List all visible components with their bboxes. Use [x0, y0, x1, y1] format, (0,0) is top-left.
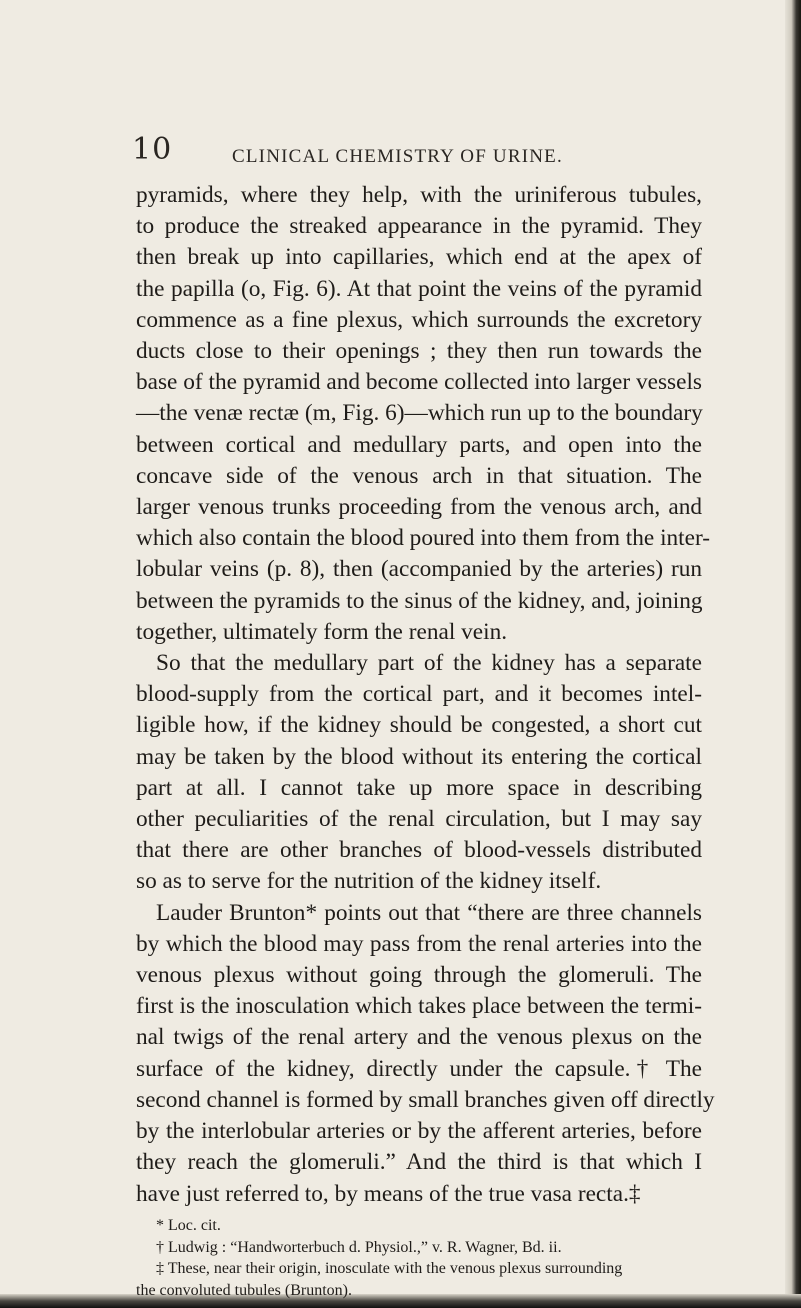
text-line: other peculiarities of the renal circulation, but I may say [136, 806, 702, 833]
text-line: nal twigs of the renal artery and the venous plexus on the [136, 1024, 702, 1051]
footnotes [136, 1215, 702, 1301]
text-line: so as to serve for the nutrition of the kidney itself. [136, 868, 602, 895]
text-line: commence as a fine plexus, which surrounds the excretory [136, 306, 702, 333]
text-line: base of the pyramid and become collected into larger vessels [136, 369, 702, 396]
text-line: —the venæ rectæ (m, Fig. 6)—which run up to the boundary [136, 400, 703, 427]
text-line: surface of the kidney, directly under the capsule.† The [136, 1055, 702, 1082]
text-line: first is the inosculation which takes place between the termi- [136, 993, 702, 1020]
text-line: concave side of the venous arch in that situation. The [136, 462, 702, 489]
text-line: larger venous trunks proceeding from the venous arch, and [136, 494, 702, 521]
text-line: by which the blood may pass from the renal arteries into the [136, 930, 702, 957]
text-line: which also contain the blood poured into them from the inter- [136, 525, 711, 552]
text-line: they reach the glomeruli.” And the third is that which I [136, 1149, 702, 1176]
text-line: to produce the streaked appearance in the pyramid. They [136, 213, 702, 240]
running-head: CLINICAL CHEMISTRY OF URINE. [232, 146, 563, 167]
text-line: So that the medullary part of the kidney has a separate [156, 650, 702, 677]
text-line: venous plexus without going through the glomeruli. The [136, 962, 702, 989]
text-line: together, ultimately form the renal vein. [136, 618, 508, 645]
text-line: between cortical and medullary parts, and open into the [136, 431, 702, 458]
text-line: between the pyramids to the sinus of the kidney, and, joining [136, 587, 703, 614]
text-line: lobular veins (p. 8), then (accompanied by the arteries) run [136, 556, 702, 583]
page-edge-shadow-right [785, 0, 801, 1308]
text-line: ducts close to their openings ; they then run towards the [136, 338, 702, 365]
text-line: part at all. I cannot take up more space in describing [136, 774, 702, 801]
text-line: blood-supply from the cortical part, and it becomes intel- [136, 681, 702, 708]
footnote: * Loc. cit. [156, 1217, 221, 1234]
text-line: Lauder Brunton* points out that “there are three channels [156, 899, 702, 926]
text-line: then break up into capillaries, which end at the apex of [136, 244, 702, 271]
text-line: have just referred to, by means of the true vasa recta.‡ [136, 1180, 641, 1207]
text-line: pyramids, where they help, with the uriniferous tubules, [136, 182, 702, 208]
footnote: ‡ These, near their origin, inosculate with the venous plexus surrounding [156, 1260, 623, 1277]
text-line: second channel is formed by small branches given off directly [136, 1086, 715, 1113]
footnote: † Ludwig : “Handworterbuch d. Physiol.,” v. R. Wagner, Bd. ii. [156, 1238, 562, 1256]
text-line: ligible how, if the kidney should be congested, a short cut [136, 712, 702, 739]
text-line: the papilla (o, Fig. 6). At that point the veins of the pyramid [136, 275, 702, 302]
page-number: 10 [132, 132, 173, 167]
footnote: the convoluted tubules (Brunton). [136, 1281, 352, 1299]
body-text [136, 180, 715, 1210]
text-line: that there are other branches of blood-vessels distributed [136, 837, 702, 864]
text-line: by the interlobular arteries or by the afferent arteries, before [136, 1118, 702, 1145]
text-line: may be taken by the blood without its entering the cortical [136, 743, 702, 770]
